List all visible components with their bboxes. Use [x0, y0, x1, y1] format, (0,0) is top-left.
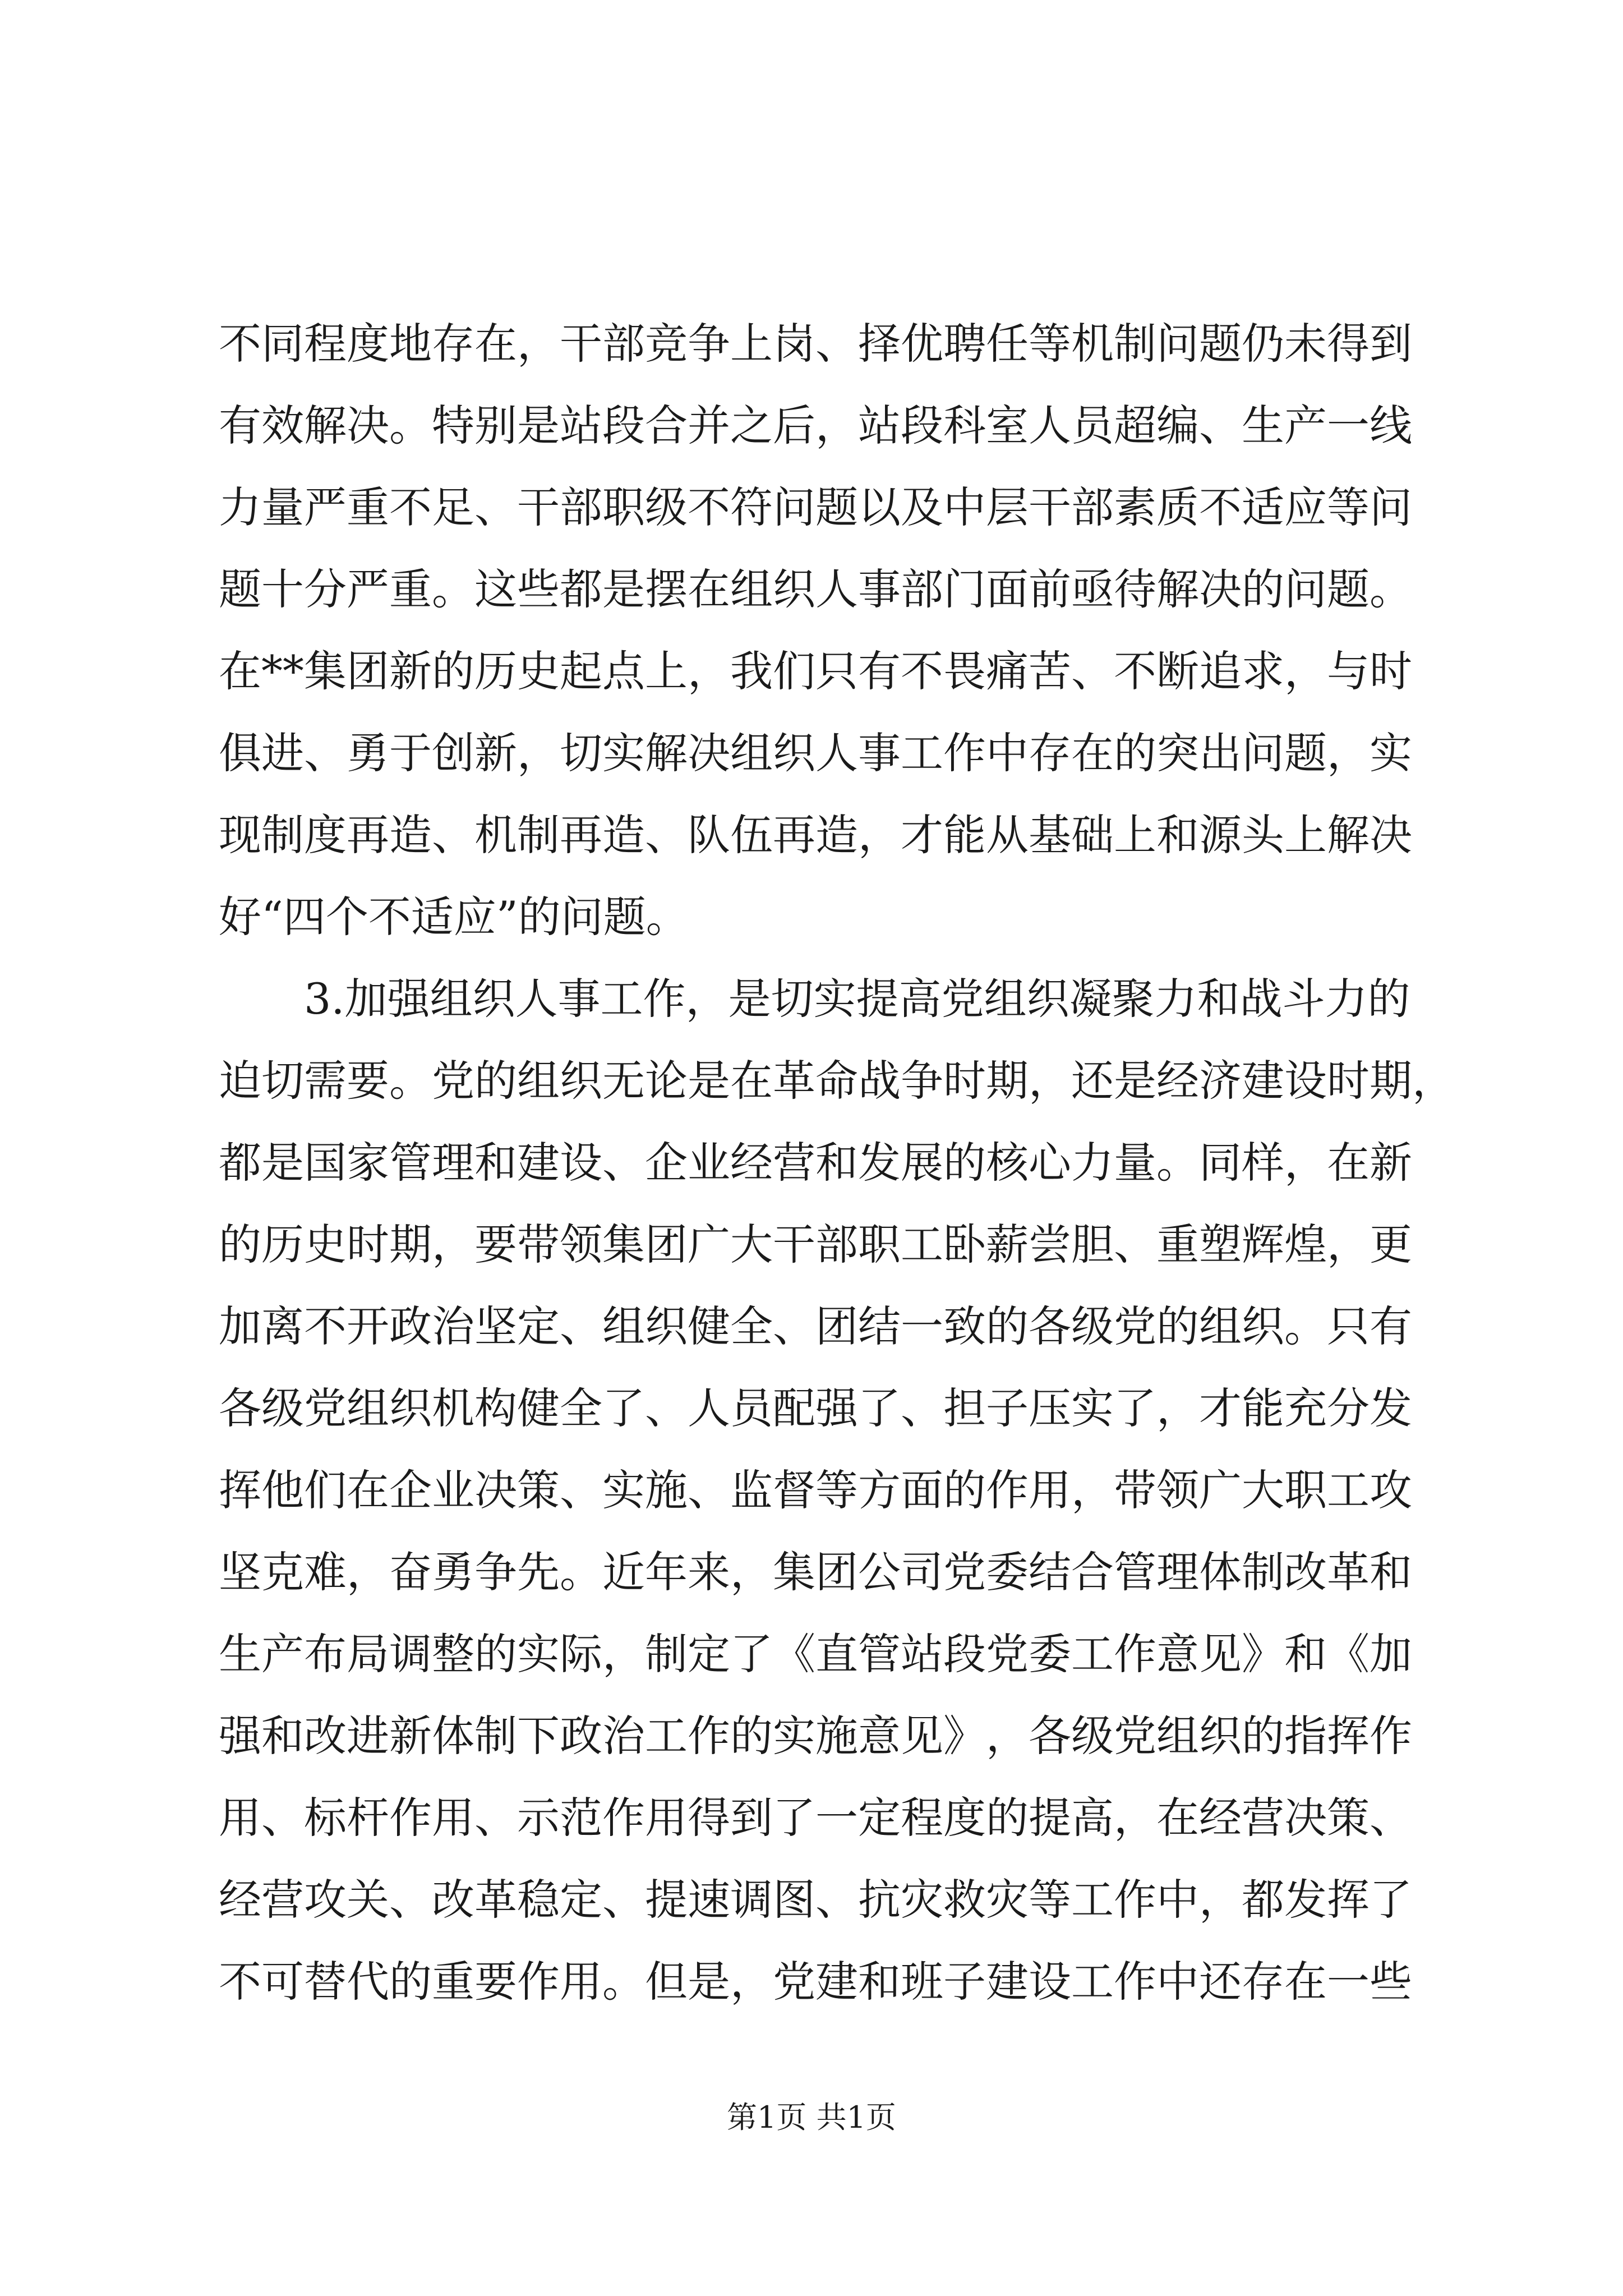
paragraph-line: 不 可 替 代 的 重 要 作 用 。 但 是 ， 党 建 和 班 子 建 设 工 作 中 还 存 在 一 些	[219, 1957, 1412, 2007]
paragraph-line: 有 效 解 决 。 特 别 是 站 段 合 并 之 后 ， 站 段 科 室 人 员 超 编 、 生 产 一 线	[219, 401, 1412, 450]
paragraph-line: 的 历 史 时 期 ， 要 带 领 集 团 广 大 干 部 职 工 卧 薪 尝 胆 、 重 塑 辉 煌 ， 更	[219, 1220, 1412, 1269]
paragraph-line: 俱 进 、 勇 于 创 新 ， 切 实 解 决 组 织 人 事 工 作 中 存 在 的 突 出 问 题 ， 实	[219, 728, 1412, 778]
paragraph-line: 加 离 不 开 政 治 坚 定 、 组 织 健 全 、 团 结 一 致 的 各 级 党 的 组 织 。 只 有	[219, 1301, 1412, 1351]
paragraph-line: 经 营 攻 关 、 改 革 稳 定 、 提 速 调 图 、 抗 灾 救 灾 等 工 作 中 ， 都 发 挥 了	[219, 1875, 1412, 1925]
page-footer: 第1页 共1页	[727, 2100, 896, 2135]
paragraph-line: 都 是 国 家 管 理 和 建 设 、 企 业 经 营 和 发 展 的 核 心 力 量 。 同 样 ， 在 新	[219, 1138, 1412, 1188]
paragraph-line: 好“四个不适应”的问题。	[219, 892, 689, 942]
paragraph-line: 力 量 严 重 不 足 、 干 部 职 级 不 符 问 题 以 及 中 层 干 部 素 质 不 适 应 等 问	[219, 482, 1412, 532]
paragraph-line: 各 级 党 组 织 机 构 健 全 了 、 人 员 配 强 了 、 担 子 压 实 了 ， 才 能 充 分 发	[219, 1383, 1412, 1433]
paragraph-line: 生 产 布 局 调 整 的 实 际 ， 制 定 了 《 直 管 站 段 党 委 工 作 意 见 》 和 《 加	[219, 1629, 1412, 1679]
paragraph-line: 不 同 程 度 地 存 在 ， 干 部 竞 争 上 岗 、 择 优 聘 任 等 机 制 问 题 仍 未 得 到	[219, 319, 1412, 369]
paragraph-line: 现 制 度 再 造 、 机 制 再 造 、 队 伍 再 造 ， 才 能 从 基 础 上 和 源 头 上 解 决	[219, 810, 1412, 860]
paragraph-line: 迫 切 需 要 。 党 的 组 织 无 论 是 在 革 命 战 争 时 期 ， 还 是 经 济 建 设 时 期 ，	[219, 1056, 1455, 1106]
paragraph-line: 强 和 改 进 新 体 制 下 政 治 工 作 的 实 施 意 见 》 ， 各 级 党 组 织 的 指 挥 作	[219, 1711, 1412, 1761]
document-body	[219, 303, 1455, 2023]
paragraph-line: 在 * * 集 团 新 的 历 史 起 点 上 ， 我 们 只 有 不 畏 痛 苦 、 不 断 追 求 ， 与 时	[219, 646, 1412, 696]
paragraph-line: 挥 他 们 在 企 业 决 策 、 实 施 、 监 督 等 方 面 的 作 用 ， 带 领 广 大 职 工 攻	[219, 1465, 1412, 1515]
paragraph-line: 用 、 标 杆 作 用 、 示 范 作 用 得 到 了 一 定 程 度 的 提 高 ， 在 经 营 决 策 、	[219, 1793, 1412, 1843]
paragraph-line: 题 十 分 严 重 。 这 些 都 是 摆 在 组 织 人 事 部 门 面 前 亟 待 解 决 的 问 题 。	[219, 564, 1412, 614]
paragraph-line: 坚 克 难 ， 奋 勇 争 先 。 近 年 来 ， 集 团 公 司 党 委 结 合 管 理 体 制 改 革 和	[219, 1547, 1412, 1597]
paragraph-line: 3 . 加 强 组 织 人 事 工 作 ， 是 切 实 提 高 党 组 织 凝 聚 力 和 战 斗 力 的	[304, 974, 1410, 1024]
